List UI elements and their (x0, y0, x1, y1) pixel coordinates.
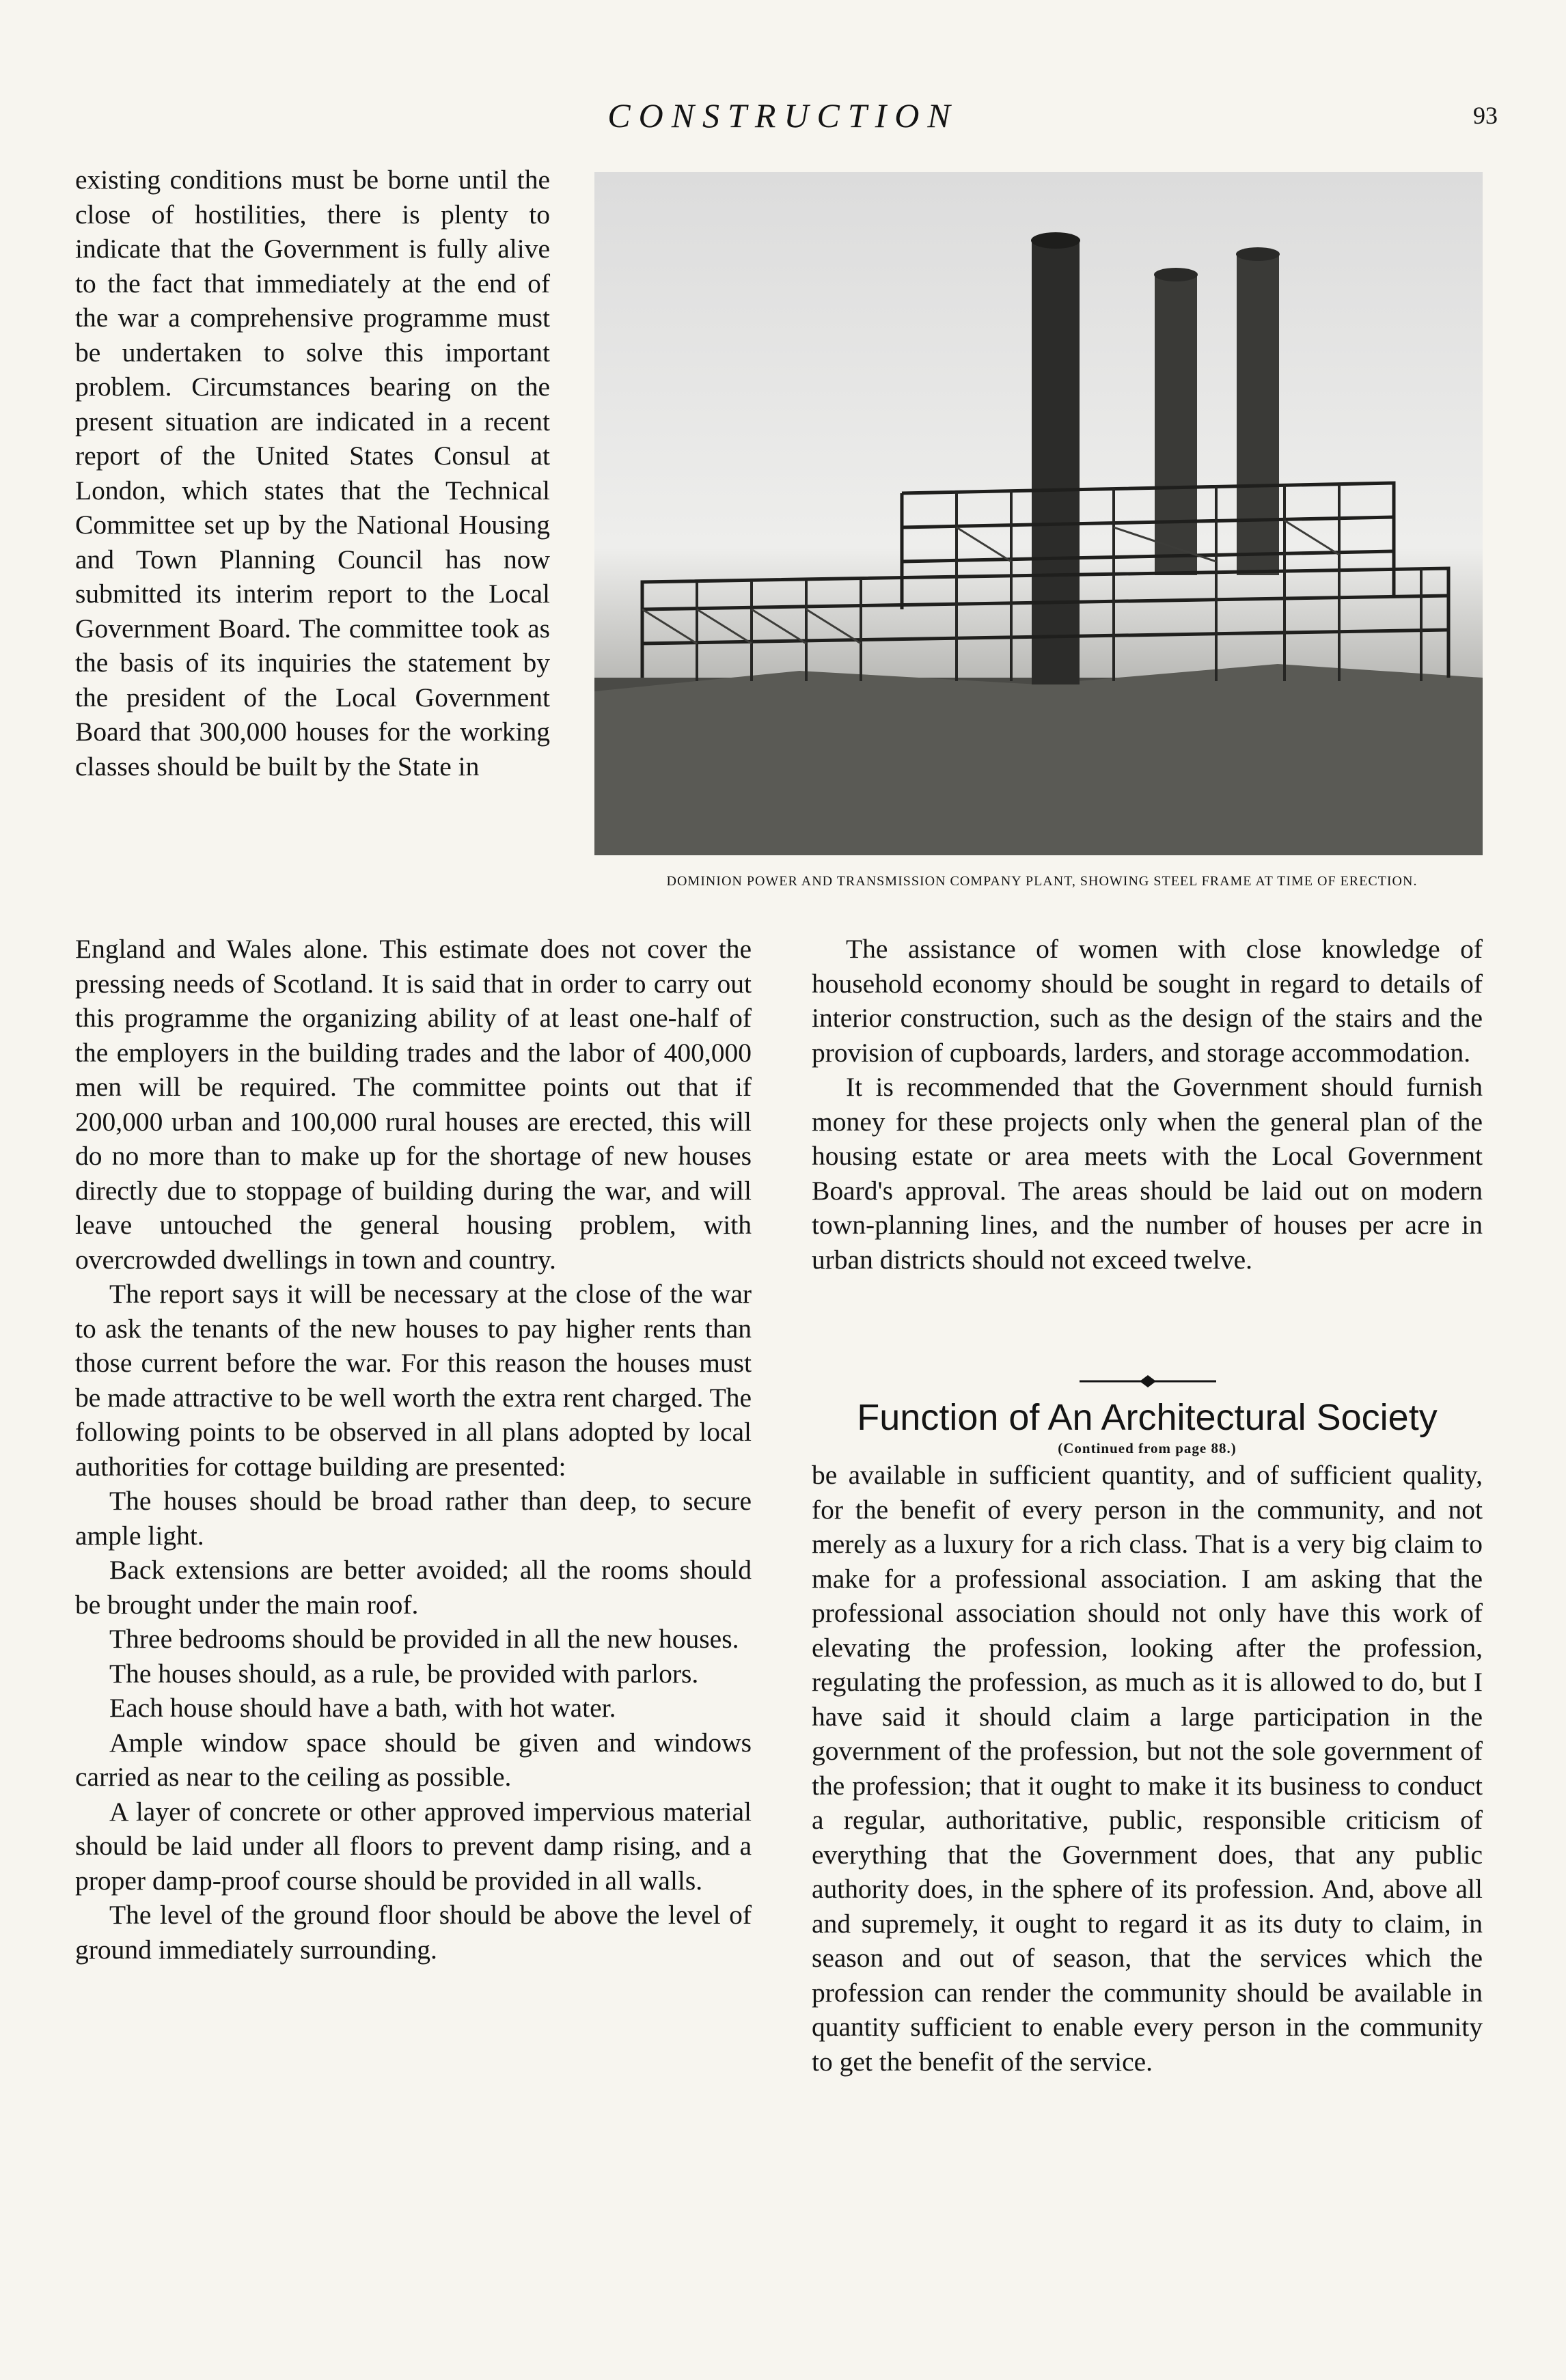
left-column-bottom (75, 932, 752, 1967)
photo-caption: DOMINION POWER AND TRANSMISSION COMPANY PLANT, SHOWING STEEL FRAME AT TIME OF ERECTION. (666, 874, 1418, 889)
paragraph: The houses should, as a rule, be provided with parlors. (109, 1658, 699, 1689)
paragraph: Ample window space should be given and windows carried as near to the ceiling as possible. (75, 1727, 752, 1792)
paragraph: A layer of concrete or other approved impervious material should be laid under all floors to prevent damp rising, and a proper damp-proof course should be provided in all walls. (75, 1796, 752, 1896)
continued-note: (Continued from page 88.) (1058, 1440, 1237, 1456)
paragraph: be available in sufficient quantity, and of sufficient quality, for the benefit of every person in the community, and not merely as a luxury for a rich class. That is a very big claim to make for a professional association. I am asking that the professional association should not only have this work of elevating the profession, looking after the profession, regulating the profession, as much as it is allowed to do, but I have said it should claim a large participation in the government of the profession, but not the sole government of the profession; that it ought to make it its business to conduct a regular, authoritative, public, responsible criticism of everything that the Government does, that any public authority does, in the sphere of its profession. And, above all and supremely, it ought to regard it as its duty to claim, in season and out of season, that the services which the profession can render the community should be available in quantity sufficient to enable every person in the community to get the benefit of the service. (812, 1460, 1483, 2077)
paragraph: The level of the ground floor should be above the level of ground immediately surrounding. (75, 1900, 752, 1965)
paragraph: The report says it will be necessary at the close of the war to ask the tenants of the new houses to pay higher rents than those current before the war. For this reason the houses must be made attractive to be well worth the extra rent charged. The following points to be observed in all plans adopted by local authorities for cottage building are presented: (75, 1279, 752, 1482)
paragraph: England and Wales alone. This estimate does not cover the pressing needs of Scotland. It is said that in order to carry out this programme the organizing ability of at least one-half of the employers in the building trades and the labor of 400,000 men will be required. The committee points out that if 200,000 urban and 100,000 rural houses are erected, this will do no more than to make up for the shortage of new houses directly due to stoppage of building during the war, and will leave untouched the general housing problem, with overcrowded dwellings in town and country. (75, 934, 752, 1275)
right-column-top (812, 932, 1483, 1277)
paragraph: Back extensions are better avoided; all the rooms should be brought under the main roof. (75, 1555, 752, 1620)
running-header: CONSTRUCTION (607, 96, 959, 135)
paragraph: existing conditions must be borne until the close of hostilities, there is plenty to indicate that the Government is fully alive to the fact that immediately at the end of the war a comprehensive programme must be undertaken to solve this important problem. Circumstances bearing on the present situation are indicated in a recent report of the United States Consul at London, which states that the Technical Committee set up by the National Housing and Town Planning Council has now submitted its interim report to the Local Government Board. The committee took as the basis of its inquiries the statement by the president of the Local Government Board that 300,000 houses for the working classes should be built by the State in (75, 165, 550, 781)
section-heading: Function of An Architectural Society (857, 1397, 1438, 1438)
left-column-top (75, 163, 550, 784)
paragraph: The assistance of women with close knowledge of household economy should be sought in regard to details of interior construction, such as the design of the stairs and the provision of cupboards, larders, and storage accommodation. (812, 934, 1483, 1068)
page-number: 93 (1473, 102, 1498, 129)
power-plant-photograph (594, 172, 1483, 855)
paragraph: The houses should be broad rather than deep, to secure ample light. (75, 1486, 752, 1551)
paragraph: Each house should have a bath, with hot water. (109, 1693, 616, 1723)
section-divider-ornament (1080, 1373, 1216, 1389)
paragraph: Three bedrooms should be provided in all the new houses. (109, 1624, 739, 1654)
paragraph: It is recommended that the Government should furnish money for these projects only when the general plan of the housing estate or area meets with the Local Government Board's approval. The areas should be laid out on modern town-planning lines, and the number of houses per acre in urban districts should not exceed twelve. (812, 1072, 1483, 1275)
right-column-bottom (812, 1458, 1483, 2079)
